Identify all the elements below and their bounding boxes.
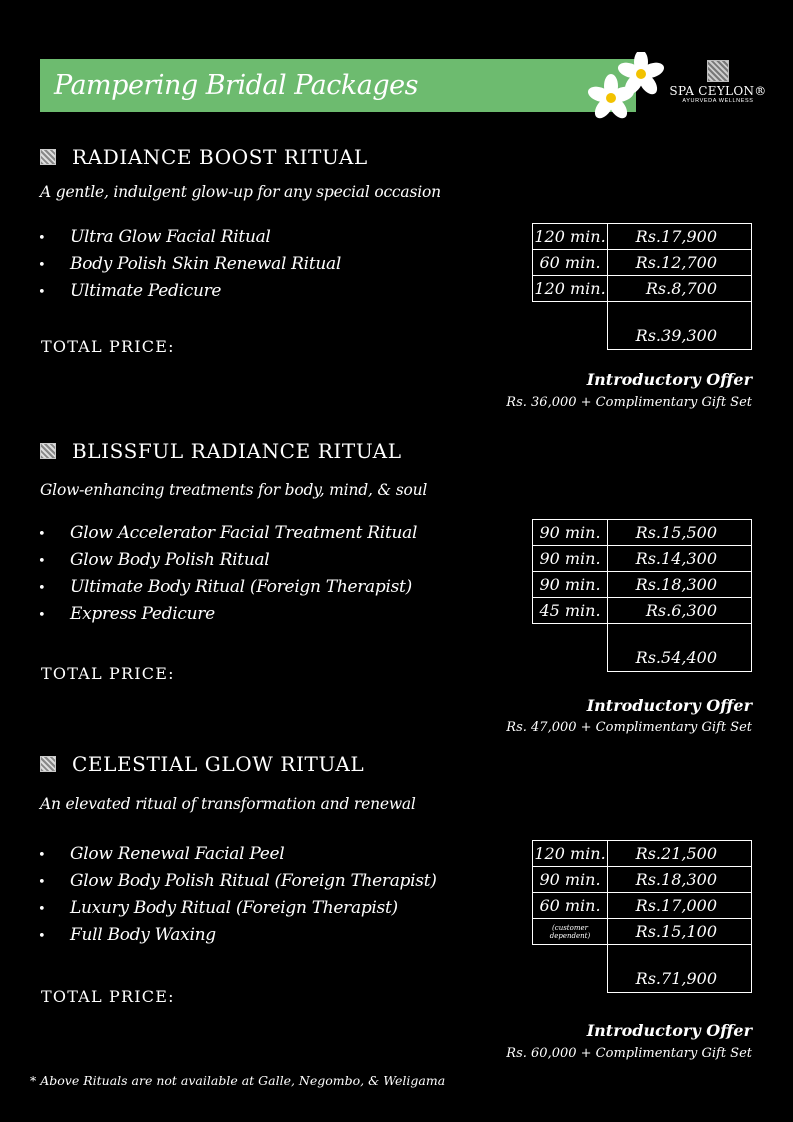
diamond-pattern-icon <box>40 756 56 772</box>
list-item: • Luxury Body Ritual (Foreign Therapist) <box>38 898 398 918</box>
total-price-value: Rs.71,900 <box>608 945 752 993</box>
list-item: • Glow Accelerator Facial Treatment Ritual <box>38 523 418 543</box>
empty-cell <box>533 945 608 993</box>
diamond-pattern-icon <box>40 443 56 459</box>
section-description: Glow-enhancing treatments for body, mind, & soul <box>40 481 428 499</box>
table-row-total <box>533 302 752 350</box>
section-title: RADIANCE BOOST RITUAL <box>40 145 368 169</box>
duration-cell: (customer dependent) <box>533 919 608 945</box>
offer-text: Rs. 47,000 + Complimentary Gift Set <box>506 720 752 735</box>
duration-cell: 90 min. <box>533 520 608 546</box>
list-item: • Glow Body Polish Ritual (Foreign Therapist) <box>38 871 437 891</box>
price-cell: Rs.15,500 <box>608 520 752 546</box>
section-description: An elevated ritual of transformation and renewal <box>40 795 416 813</box>
total-price-value: Rs.39,300 <box>608 302 752 350</box>
list-item: • Ultimate Body Ritual (Foreign Therapist) <box>38 577 412 597</box>
price-table <box>532 840 752 993</box>
treatment-list <box>38 224 341 305</box>
list-item: • Body Polish Skin Renewal Ritual <box>38 254 341 274</box>
table-row <box>533 250 752 276</box>
frangipani-flowers-icon <box>585 52 675 124</box>
table-row <box>533 520 752 546</box>
page-title: Pampering Bridal Packages <box>54 70 418 101</box>
price-cell: Rs.17,900 <box>608 224 752 250</box>
duration-cell: 90 min. <box>533 867 608 893</box>
duration-cell: 90 min. <box>533 546 608 572</box>
table-row <box>533 546 752 572</box>
total-price-label: TOTAL PRICE: <box>41 987 175 1006</box>
list-item: • Ultimate Pedicure <box>38 281 222 301</box>
table-row-total <box>533 945 752 993</box>
duration-cell: 60 min. <box>533 893 608 919</box>
price-cell: Rs.6,300 <box>608 598 752 624</box>
table-row <box>533 598 752 624</box>
price-cell: Rs.15,100 <box>608 919 752 945</box>
treatment-list <box>38 520 417 628</box>
price-cell: Rs.14,300 <box>608 546 752 572</box>
list-item: • Glow Renewal Facial Peel <box>38 844 285 864</box>
price-cell: Rs.8,700 <box>608 276 752 302</box>
table-row <box>533 572 752 598</box>
table-row-total <box>533 624 752 672</box>
empty-cell <box>533 302 608 350</box>
spa-ceylon-logo-icon <box>707 60 729 82</box>
table-row <box>533 276 752 302</box>
diamond-pattern-icon <box>40 149 56 165</box>
table-row <box>533 224 752 250</box>
price-cell: Rs.21,500 <box>608 841 752 867</box>
duration-cell: 120 min. <box>533 841 608 867</box>
offer-text: Rs. 36,000 + Complimentary Gift Set <box>506 395 752 410</box>
section-title: BLISSFUL RADIANCE RITUAL <box>40 439 402 463</box>
table-row <box>533 919 752 945</box>
table-row <box>533 893 752 919</box>
spa-ceylon-logo <box>668 58 768 118</box>
duration-cell: 90 min. <box>533 572 608 598</box>
duration-cell: 45 min. <box>533 598 608 624</box>
price-table <box>532 519 752 672</box>
duration-cell: 120 min. <box>533 276 608 302</box>
table-row <box>533 841 752 867</box>
logo-tagline: AYURVEDA WELLNESS <box>682 98 754 104</box>
duration-cell: 120 min. <box>533 224 608 250</box>
footnote: * Above Rituals are not available at Galle, Negombo, & Weligama <box>30 1073 446 1088</box>
price-cell: Rs.12,700 <box>608 250 752 276</box>
price-cell: Rs.18,300 <box>608 867 752 893</box>
list-item: • Full Body Waxing <box>38 925 216 945</box>
total-price-label: TOTAL PRICE: <box>41 664 175 683</box>
offer-text: Rs. 60,000 + Complimentary Gift Set <box>506 1046 752 1061</box>
price-cell: Rs.18,300 <box>608 572 752 598</box>
empty-cell <box>533 624 608 672</box>
offer-title: Introductory Offer <box>586 696 752 715</box>
section-description: A gentle, indulgent glow-up for any special occasion <box>40 183 441 201</box>
price-cell: Rs.17,000 <box>608 893 752 919</box>
total-price-label: TOTAL PRICE: <box>41 337 175 356</box>
logo-name: SPA CEYLON® <box>669 84 767 98</box>
list-item: • Ultra Glow Facial Ritual <box>38 227 271 247</box>
offer-title: Introductory Offer <box>586 1021 752 1040</box>
list-item: • Glow Body Polish Ritual <box>38 550 270 570</box>
table-row <box>533 867 752 893</box>
section-title: CELESTIAL GLOW RITUAL <box>40 752 364 776</box>
offer-title: Introductory Offer <box>586 370 752 389</box>
duration-cell: 60 min. <box>533 250 608 276</box>
treatment-list <box>38 841 437 949</box>
price-table <box>532 223 752 350</box>
list-item: • Express Pedicure <box>38 604 215 624</box>
total-price-value: Rs.54,400 <box>608 624 752 672</box>
